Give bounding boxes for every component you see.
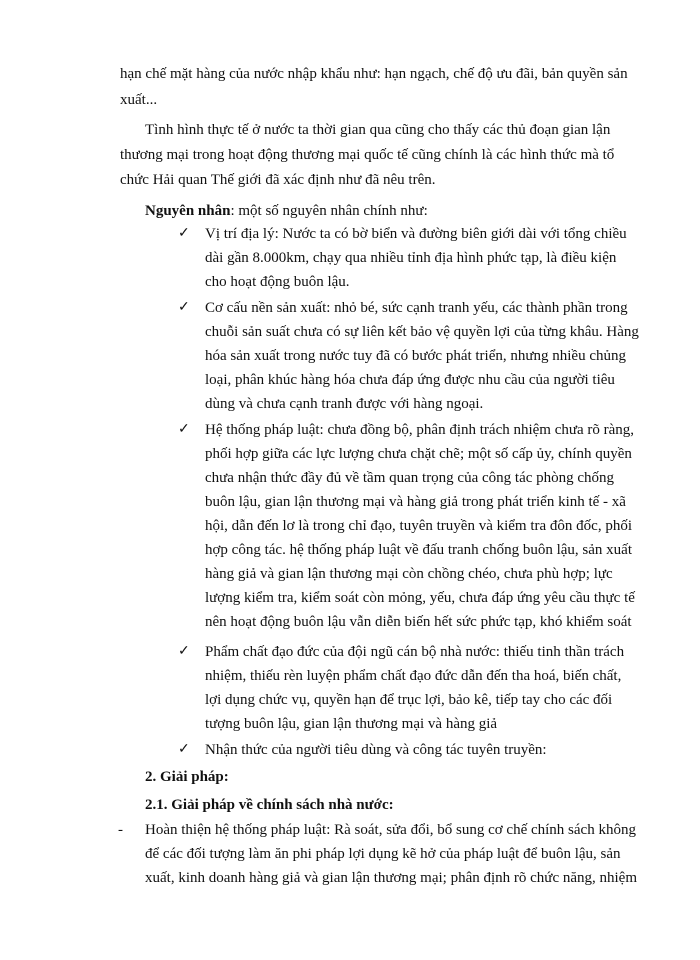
- text-line: hợp công tác. hệ thống pháp luật về đấu tranh chống buôn lậu, sản xuất: [205, 542, 632, 558]
- text-line: lợi dụng chức vụ, quyền hạn để trục lợi, bảo kê, tiếp tay cho các đối: [205, 692, 613, 708]
- check-mark-icon: ✓: [178, 644, 190, 659]
- text-line: hàng giả và gian lận thương mại còn chồng chéo, chưa phù hợp; lực: [205, 566, 613, 582]
- text-line: phối hợp giữa các lực lượng chưa chặt chẽ; một số cấp ủy, chính quyền: [205, 446, 632, 462]
- text-line: Phẩm chất đạo đức của đội ngũ cán bộ nhà nước: thiếu tinh thần trách: [205, 644, 625, 660]
- cause-text: : một số nguyên nhân chính như:: [230, 203, 428, 219]
- text-line: Nhận thức của người tiêu dùng và công tác tuyên truyền:: [205, 742, 547, 758]
- text-line: chuỗi sản suất chưa có sự liên kết bảo vệ quyền lợi của từng khâu. Hàng: [205, 324, 639, 340]
- text-line: chức Hải quan Thế giới đã xác định như đã nêu trên.: [120, 172, 436, 188]
- text-line: cho hoạt động buôn lậu.: [205, 274, 350, 290]
- text-line: Hoàn thiện hệ thống pháp luật: Rà soát, sửa đổi, bổ sung cơ chế chính sách không: [145, 822, 636, 838]
- text-line: Hệ thống pháp luật: chưa đồng bộ, phân định trách nhiệm chưa rõ ràng,: [205, 422, 635, 438]
- text-line: hội, dẫn đến lơ là trong chỉ đạo, tuyên truyền và kiểm tra đôn đốc, phối: [205, 518, 632, 534]
- text-line: buôn lậu, gian lận thương mại và hàng giả trong phát triển kinh tế - xã: [205, 494, 626, 510]
- text-line: xuất, kinh doanh hàng giả và gian lận thương mại; phân định rõ chức năng, nhiệm: [145, 870, 637, 886]
- dash-bullet: -: [118, 822, 123, 838]
- check-mark-icon: ✓: [178, 226, 190, 241]
- cause-label: Nguyên nhân: [145, 203, 231, 219]
- text-line: Tình hình thực tế ở nước ta thời gian qua cũng cho thấy các thủ đoạn gian lận: [145, 122, 611, 138]
- text-line: chưa nhận thức đầy đủ về tầm quan trọng của công tác phòng chống: [205, 470, 615, 486]
- text-line: Vị trí địa lý: Nước ta có bờ biển và đường biên giới dài với tổng chiều: [205, 226, 627, 242]
- check-mark-icon: ✓: [178, 422, 190, 437]
- check-mark-icon: ✓: [178, 742, 190, 757]
- text-line: dài gần 8.000km, chạy qua nhiều tỉnh địa hình phức tạp, là điều kiện: [205, 250, 617, 266]
- text-line: nên hoạt động buôn lậu vẫn diễn biến hết sức phức tạp, khó khiểm soát: [205, 614, 632, 630]
- text-line: dùng và chưa cạnh tranh được với hàng ngoại.: [205, 396, 484, 412]
- text-line: tượng buôn lậu, gian lận thương mại và hàng giả: [205, 716, 498, 732]
- text-line: nhiệm, thiếu rèn luyện phẩm chất đạo đức dẫn đến tha hoá, biến chất,: [205, 668, 622, 684]
- check-mark-icon: ✓: [178, 300, 190, 315]
- text-line: lượng kiểm tra, kiểm soát còn mỏng, yếu, chưa đáp ứng yêu cầu thực tế: [205, 590, 635, 606]
- text-line: loại, phân khúc hàng hóa chưa đáp ứng được nhu cầu của người tiêu: [205, 372, 615, 388]
- text-line: để các đối tượng làm ăn phi pháp lợi dụng kẽ hở của pháp luật để buôn lậu, sản: [145, 846, 621, 862]
- text-line: hạn chế mặt hàng của nước nhập khẩu như: hạn ngạch, chế độ ưu đãi, bản quyền sản: [120, 66, 628, 82]
- text-line: thương mại trong hoạt động thương mại quốc tế cũng chính là các hình thức mà tổ: [120, 147, 615, 163]
- text-line: Cơ cấu nền sản xuất: nhỏ bé, sức cạnh tranh yếu, các thành phần trong: [205, 300, 628, 316]
- cause-heading: [145, 199, 428, 223]
- text-line: hóa sản xuất trong nước tuy đã có bước phát triển, nhưng nhiều chủng: [205, 348, 626, 364]
- section-heading: 2. Giải pháp:: [145, 769, 229, 785]
- subsection-heading: 2.1. Giải pháp về chính sách nhà nước:: [145, 797, 394, 813]
- text-line: xuất...: [120, 92, 158, 108]
